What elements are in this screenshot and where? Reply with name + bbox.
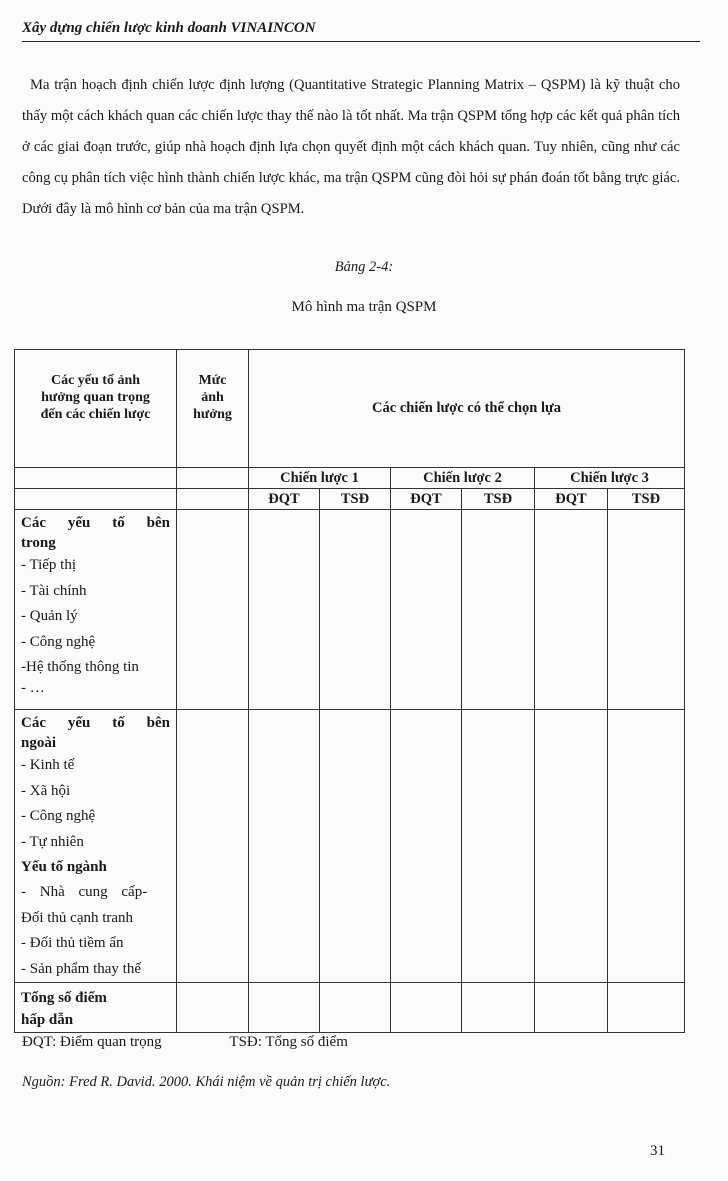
table-caption: Mô hình ma trận QSPM xyxy=(291,299,437,315)
strategy-2-header: Chiến lược 2 xyxy=(391,468,535,489)
total-score-line: Tổng số điểm xyxy=(21,990,107,1006)
empty-cell xyxy=(177,489,249,510)
empty-cell xyxy=(177,983,249,1033)
empty-cell xyxy=(15,489,177,510)
factor-item: Đối thủ cạnh tranh xyxy=(21,909,134,926)
title-word: Các xyxy=(21,515,46,531)
header-impact-cell xyxy=(177,350,249,468)
strategy-3-header: Chiến lược 3 xyxy=(535,468,685,489)
header-impact-line: Mức xyxy=(198,373,227,388)
empty-cell xyxy=(177,468,249,489)
total-score-row xyxy=(15,983,685,1033)
empty-cell xyxy=(320,983,391,1033)
legend xyxy=(22,1034,348,1051)
empty-cell xyxy=(391,983,462,1033)
empty-cell xyxy=(608,983,685,1033)
title-word: bên xyxy=(146,715,170,731)
tsd-column-header: TSĐ xyxy=(608,489,685,510)
internal-factors-title xyxy=(21,513,170,533)
internal-factors-row xyxy=(15,510,685,710)
header-factor-cell xyxy=(15,350,177,468)
empty-cell xyxy=(249,710,320,983)
dqt-column-header: ĐQT xyxy=(535,489,608,510)
factor-item: - Tự nhiên xyxy=(21,833,84,850)
empty-cell xyxy=(462,983,535,1033)
factor-item: - Công nghệ xyxy=(21,633,96,650)
legend-dqt: ĐQT: Điểm quan trọng xyxy=(22,1034,162,1050)
total-score-line: hấp dẫn xyxy=(21,1012,74,1028)
empty-cell xyxy=(462,710,535,983)
factor-item: - Sản phẩm thay thế xyxy=(21,960,141,977)
header-strategies-cell: Các chiến lược có thể chọn lựa xyxy=(249,350,685,468)
empty-cell xyxy=(391,510,462,710)
header-impact-line: hưởng xyxy=(193,407,232,422)
factor-item: - Nhà cung cấp- xyxy=(21,884,148,900)
legend-tsd: TSĐ: Tổng số điểm xyxy=(229,1034,348,1050)
external-factors-row xyxy=(15,710,685,983)
strategy-name-row xyxy=(15,468,685,489)
factor-item: - Kinh tế xyxy=(21,757,75,773)
empty-cell xyxy=(535,983,608,1033)
factor-item: - Tiếp thị xyxy=(21,557,77,573)
page-number: 31 xyxy=(650,1143,665,1159)
external-factors-title xyxy=(21,713,170,733)
title-word: Các xyxy=(21,715,46,731)
dqt-column-header: ĐQT xyxy=(249,489,320,510)
external-factors-title-cont: ngoài xyxy=(21,735,57,751)
empty-cell xyxy=(535,710,608,983)
title-word: tố xyxy=(112,715,125,731)
title-word: yếu xyxy=(67,515,91,531)
qspm-table xyxy=(14,349,685,1033)
sub-column-row xyxy=(15,489,685,510)
tsd-column-header: TSĐ xyxy=(320,489,391,510)
internal-factors-cell xyxy=(15,510,177,710)
title-word: yếu xyxy=(67,715,91,731)
table-number: Bảng 2-4: xyxy=(334,259,394,275)
header-factor-line: hưởng quan trọng xyxy=(41,390,150,405)
header-factor-line: đến các chiến lược xyxy=(40,407,151,422)
empty-cell xyxy=(320,710,391,983)
intro-paragraph: Ma trận hoạch định chiến lược định lượng (Quantitative Strategic Planning Matrix – QSPM) là kỹ thuật cho thấy một cách khách quan các chiến lược thay thế nào là tốt nhất. Ma trận QSPM tổng hợp các kết quả phân tích ở các giai đoạn trước, giúp nhà hoạch định lựa chọn quyết định một cách khách quan. Tuy nhiên, cũng như các công cụ phân tích việc hình thành chiến lược khác, ma trận QSPM cũng đòi hỏi sự phán đoán tốt bằng trực giác. Dưới đây là mô hình cơ bản của ma trận QSPM. xyxy=(22,77,680,217)
empty-cell xyxy=(320,510,391,710)
factor-item: - … xyxy=(21,679,45,696)
tsd-column-header: TSĐ xyxy=(462,489,535,510)
factor-item: -Hệ thống thông tin xyxy=(21,659,139,675)
empty-cell xyxy=(15,468,177,489)
dqt-column-header: ĐQT xyxy=(391,489,462,510)
external-factors-cell xyxy=(15,710,177,983)
industry-factors-title: Yếu tố ngành xyxy=(21,859,107,875)
empty-cell xyxy=(608,710,685,983)
internal-factors-title-cont: trong xyxy=(21,535,56,551)
factor-item: - Tài chính xyxy=(21,582,87,599)
source-note: Nguồn: Fred R. David. 2000. Khái niệm về quản trị chiến lược. xyxy=(22,1074,391,1090)
empty-cell xyxy=(462,510,535,710)
empty-cell xyxy=(177,510,249,710)
header-row xyxy=(15,350,685,468)
strategy-1-header: Chiến lược 1 xyxy=(249,468,391,489)
running-head: Xây dựng chiến lược kinh doanh VINAINCON xyxy=(22,20,700,42)
factor-item: - Đối thủ tiềm ẩn xyxy=(21,935,124,951)
empty-cell xyxy=(249,983,320,1033)
title-word: bên xyxy=(146,515,170,531)
empty-cell xyxy=(535,510,608,710)
empty-cell xyxy=(249,510,320,710)
factor-item: - Xã hội xyxy=(21,782,71,799)
factor-item: - Quản lý xyxy=(21,608,78,624)
header-factor-line: Các yếu tố ảnh xyxy=(50,373,141,388)
title-word: tố xyxy=(112,515,125,531)
factor-item: - Công nghệ xyxy=(21,808,96,824)
empty-cell xyxy=(177,710,249,983)
empty-cell xyxy=(608,510,685,710)
total-score-label xyxy=(15,983,177,1033)
header-impact-line: ảnh xyxy=(201,390,224,405)
empty-cell xyxy=(391,710,462,983)
